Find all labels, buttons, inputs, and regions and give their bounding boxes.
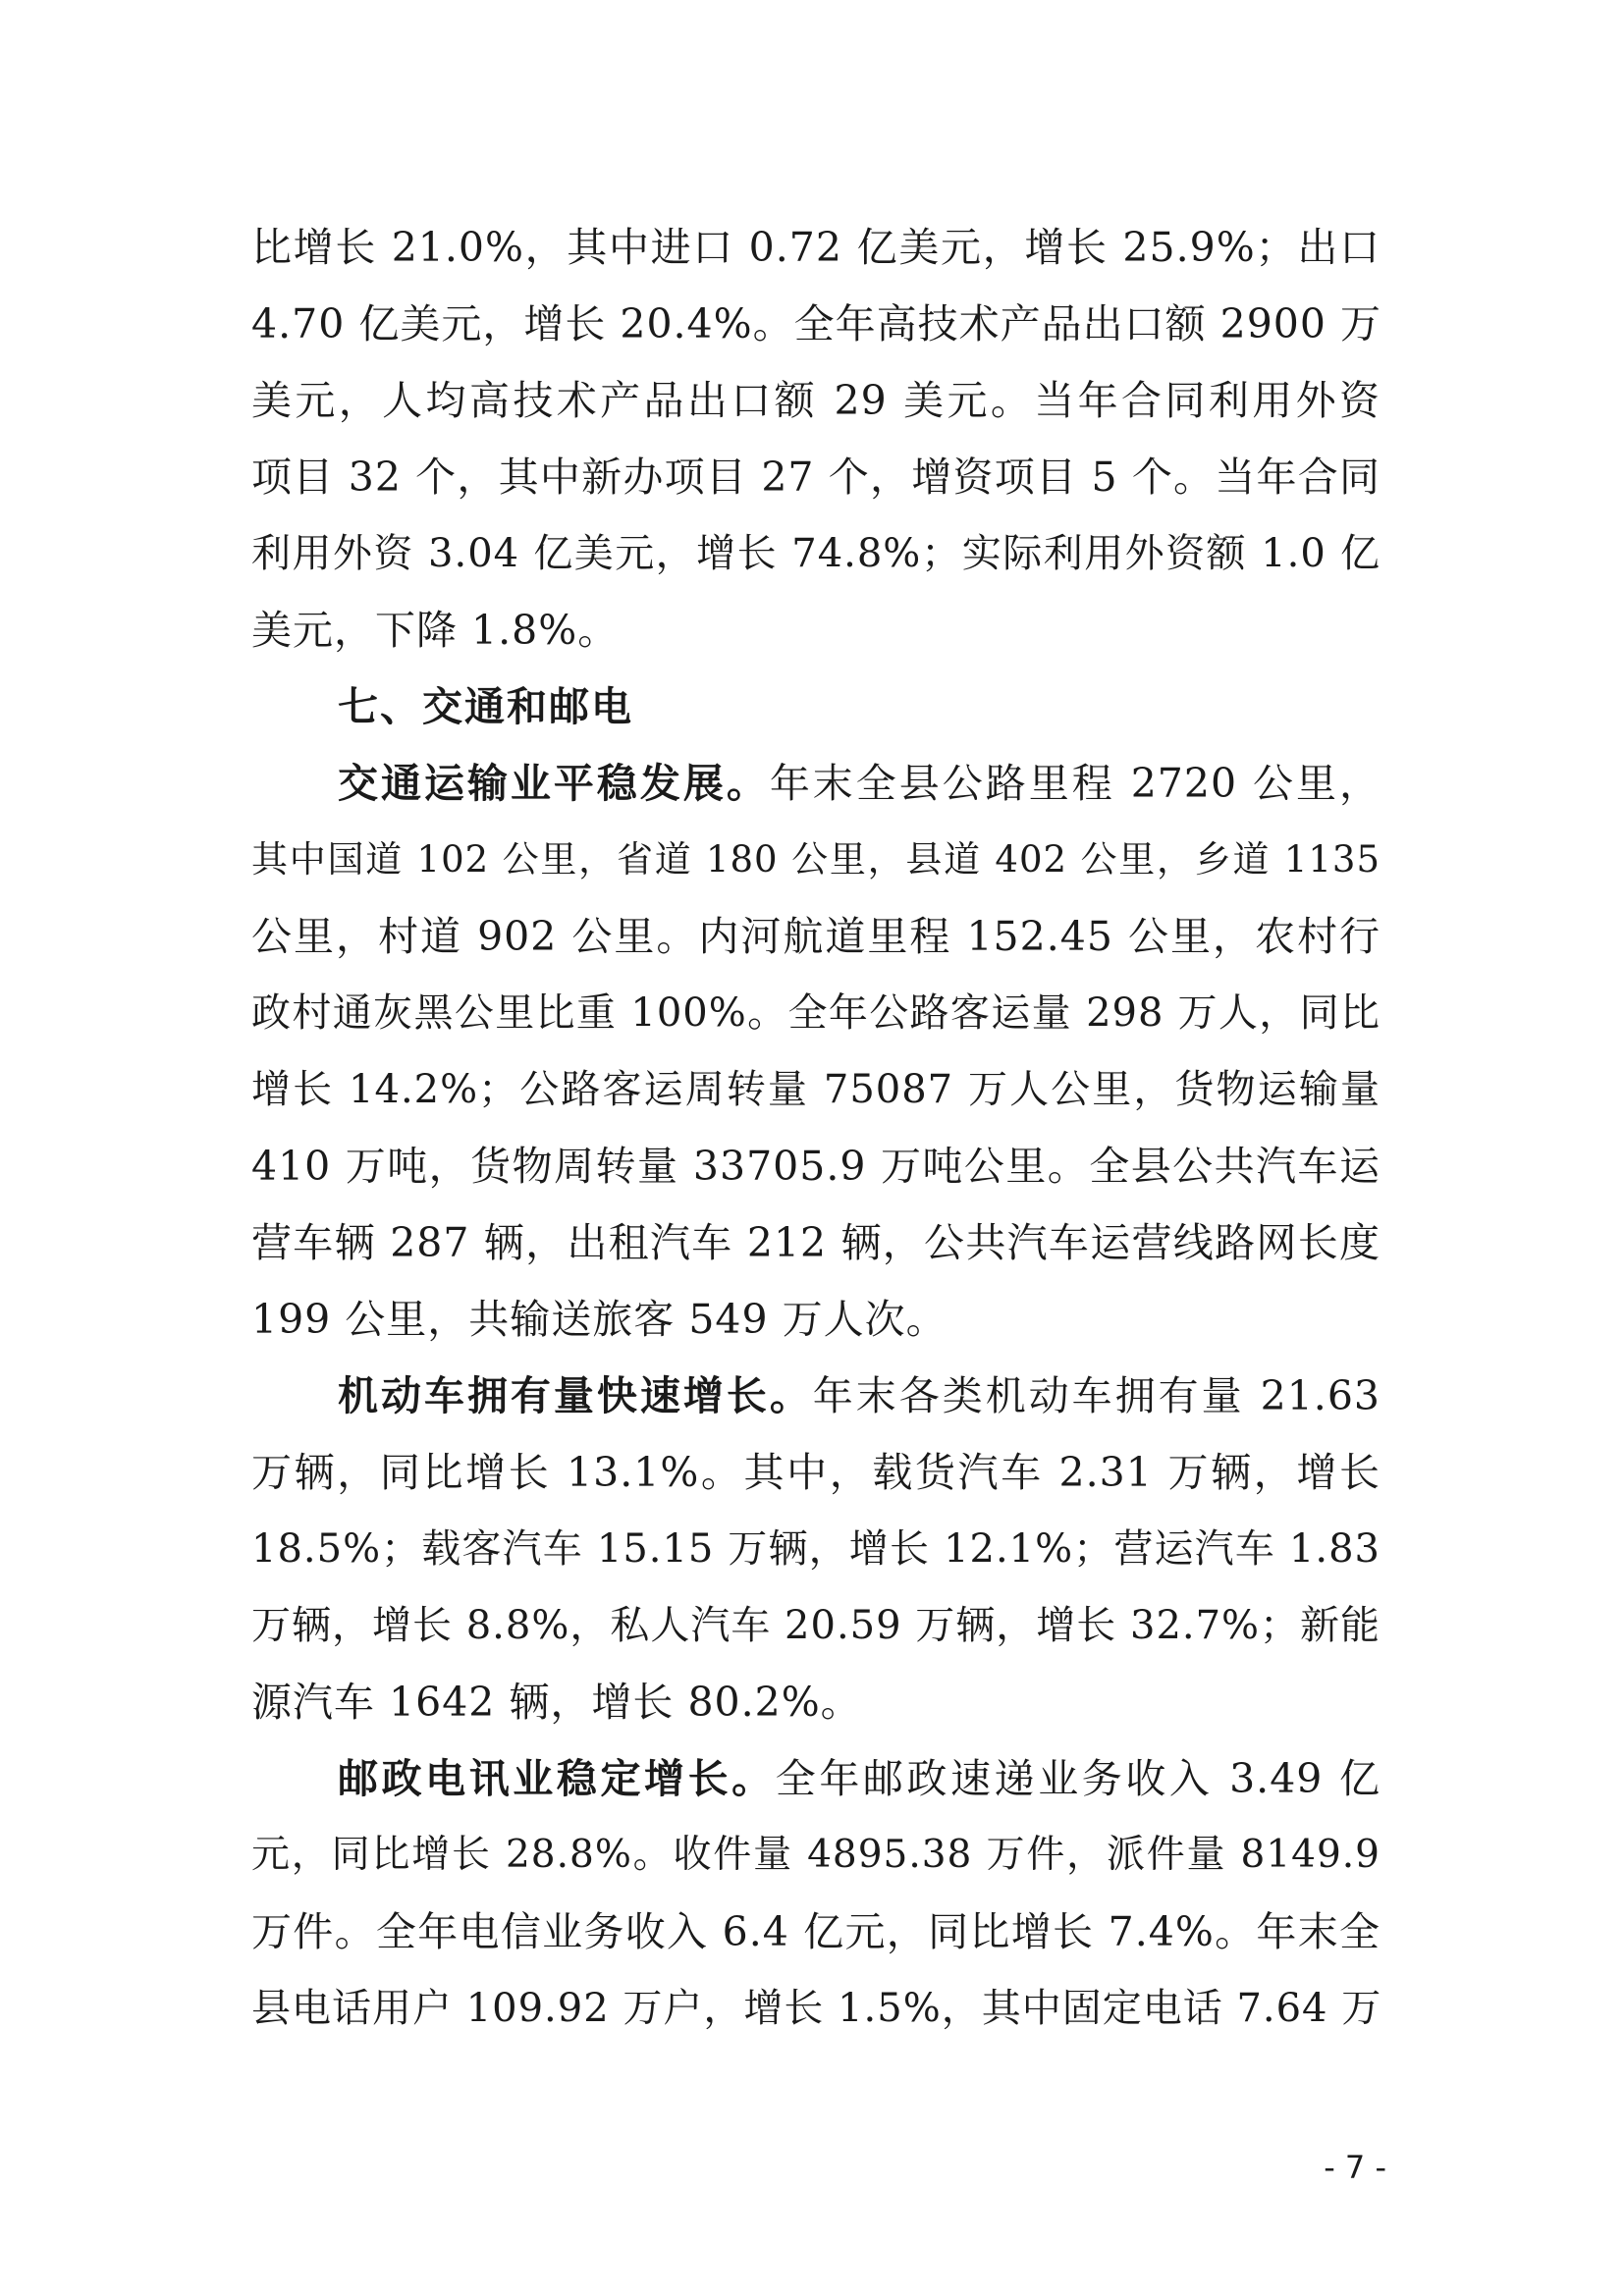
body-text-line: 比增长 21.0%，其中进口 0.72 亿美元，增长 25.9%；出口	[251, 224, 1380, 271]
body-text-line: 4.70 亿美元，增长 20.4%。全年高技术产品出口额 2900 万	[251, 300, 1382, 347]
body-text-line: 利用外资 3.04 亿美元，增长 74.8%；实际利用外资额 1.0 亿	[251, 531, 1380, 576]
body-text-line: 万件。全年电信业务收入 6.4 亿元，同比增长 7.4%。年末全	[251, 1908, 1380, 1955]
body-text-line: 县电话用户 109.92 万户，增长 1.5%，其中固定电话 7.64 万	[251, 1986, 1382, 2031]
body-text-line: 营车辆 287 辆，出租汽车 212 辆，公共汽车运营线路网长度	[251, 1219, 1380, 1266]
paragraph-lead: 邮政电讯业稳定增长。	[338, 1755, 776, 1802]
paragraph-lead: 机动车拥有量快速增长。	[338, 1372, 813, 1419]
page-number: - 7 -	[1324, 2149, 1386, 2186]
paragraph-text: 全年邮政速递业务收入 3.49 亿	[775, 1755, 1380, 1802]
paragraph-lead: 交通运输业平稳发展。	[338, 760, 770, 807]
body-text-line: 元，同比增长 28.8%。收件量 4895.38 万件，派件量 8149.9	[251, 1833, 1380, 1877]
paragraph-text: 年末全县公路里程 2720 公里，	[769, 760, 1381, 807]
body-text-line: 源汽车 1642 辆，增长 80.2%。	[251, 1679, 862, 1726]
body-text-line: 18.5%；载客汽车 15.15 万辆，增长 12.1%；营运汽车 1.83	[251, 1526, 1380, 1572]
paragraph-first-line	[338, 744, 1380, 823]
body-text-line: 增长 14.2%；公路客运周转量 75087 万人公里，货物运输量	[251, 1067, 1380, 1112]
body-text-line: 万辆，同比增长 13.1%。其中，载货汽车 2.31 万辆，增长	[251, 1449, 1380, 1496]
body-text-line: 公里，村道 902 公里。内河航道里程 152.45 公里，农村行	[251, 913, 1380, 960]
section-heading: 七、交通和邮电	[338, 683, 633, 730]
body-text-line: 410 万吨，货物周转量 33705.9 万吨公里。全县公共汽车运	[251, 1143, 1380, 1190]
body-text-line: 项目 32 个，其中新办项目 27 个，增资项目 5 个。当年合同	[251, 454, 1380, 501]
body-text-line: 其中国道 102 公里，省道 180 公里，县道 402 公里，乡道 1135	[251, 838, 1380, 881]
paragraph-first-line	[338, 1357, 1380, 1435]
body-text-line: 199 公里，共输送旅客 549 万人次。	[251, 1296, 947, 1343]
body-text-line: 万辆，增长 8.8%，私人汽车 20.59 万辆，增长 32.7%；新能	[251, 1603, 1381, 1648]
body-text-line: 美元，下降 1.8%。	[251, 607, 620, 654]
paragraph-text: 年末各类机动车拥有量 21.63	[812, 1372, 1381, 1419]
body-text-line: 美元，人均高技术产品出口额 29 美元。当年合同利用外资	[251, 377, 1380, 424]
paragraph-first-line	[338, 1739, 1380, 1818]
body-text-line: 政村通灰黑公里比重 100%。全年公路客运量 298 万人，同比	[251, 990, 1380, 1036]
